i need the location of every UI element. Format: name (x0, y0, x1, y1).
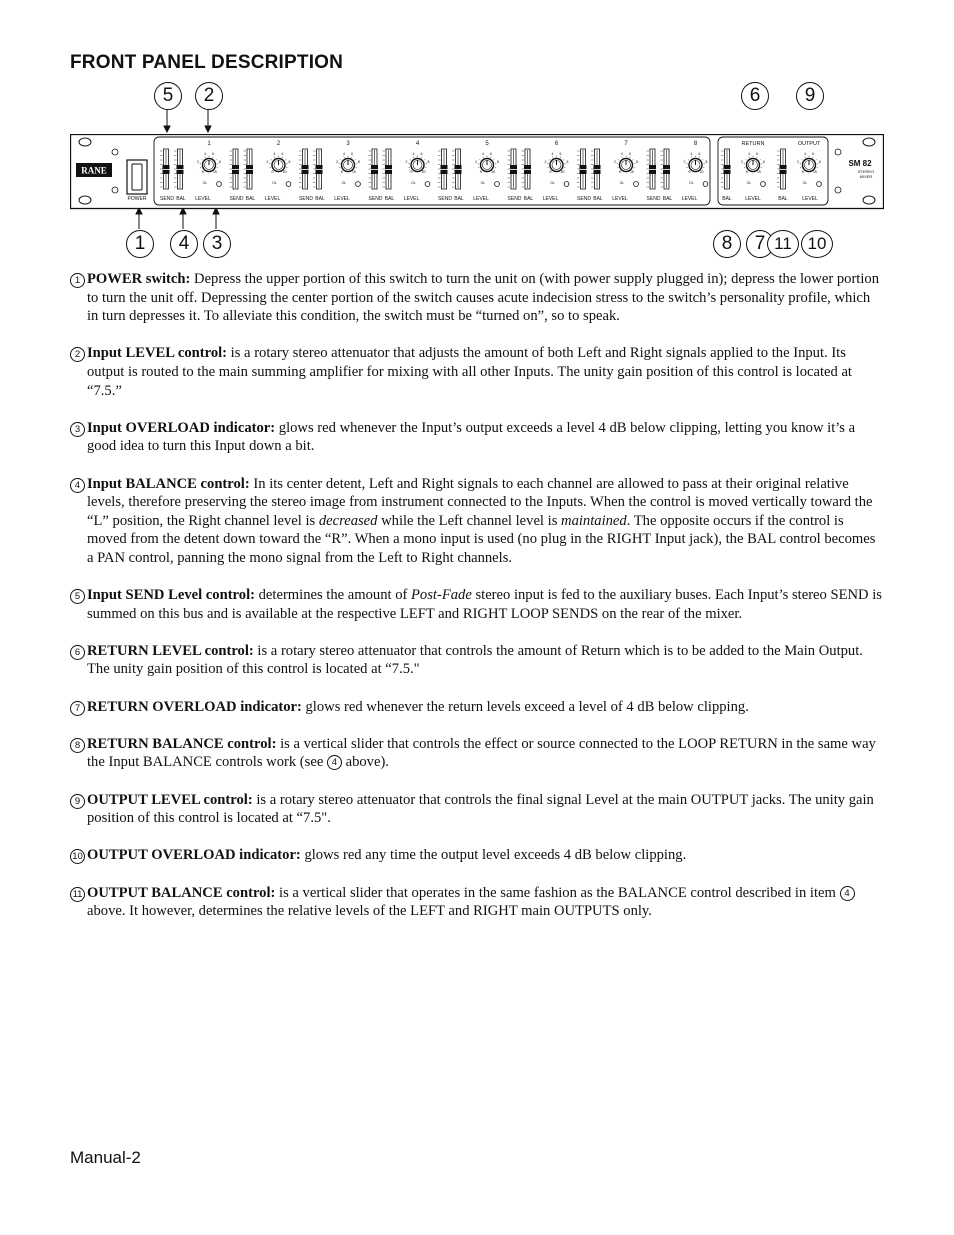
item-number: 1 (70, 273, 85, 288)
item-ref: 4 (840, 886, 855, 901)
ol-label: OL (689, 181, 694, 185)
ol-label: OL (619, 181, 625, 185)
callout-1: 1 (126, 230, 154, 258)
knob-scale-label: 0 (619, 170, 621, 174)
knob-scale-label: 2 (797, 160, 799, 164)
channel-number: 8 (693, 141, 698, 147)
send-label: SEND (438, 196, 452, 202)
overload-led-2 (286, 182, 291, 187)
knob-scale-label: 6 (212, 152, 214, 156)
ol-label: OL (746, 181, 752, 185)
item-number: 10 (70, 849, 85, 864)
item-text: Depress the upper portion of this switch to turn the unit on (with power supply plugged in); depress the lower portion to turn the unit off. Depressing the center portion of the switch causes acute indecision stress to the switch’s personality profile, which in turn depresses it. To alleviate this condition, the switch must be “turned on”, so to speak. (87, 271, 880, 325)
knob-scale-label: 6 (559, 152, 562, 156)
item-number: 2 (70, 347, 85, 362)
knob-scale-label: 0 (549, 170, 552, 174)
overload-led-1 (217, 182, 222, 187)
send-label: SEND (577, 196, 591, 202)
item-list (70, 270, 882, 939)
knob-scale-label: 4 (551, 152, 554, 156)
front-panel-diagram (70, 134, 884, 210)
model-text: SM 82 (848, 159, 872, 168)
knob-scale-label: 10 (560, 170, 565, 174)
overload-led-4 (425, 182, 430, 187)
item-text: is a rotary stereo attenuator that adjusts the amount of both Left and Right signals applied to the Input. Its output is routed to the main summing amplifier for mixing with all other Inputs. The unity gain position of this control is located at “7.5.” (87, 345, 852, 399)
knob-scale-label: 4 (343, 152, 345, 156)
knob-scale-label: 0 (410, 170, 413, 174)
knob-scale-label: 10 (630, 170, 634, 174)
overload-led-6 (564, 182, 569, 187)
power-label: POWER (127, 196, 147, 202)
item-term: OUTPUT BALANCE control: (87, 884, 276, 901)
item-text: glows red whenever the return levels exceed a level of 4 dB below clipping. (301, 698, 749, 715)
item-term: OUTPUT LEVEL control: (87, 791, 253, 808)
channel-number: 2 (276, 141, 281, 147)
knob-scale-label: 0 (688, 170, 691, 174)
item-term: OUTPUT OVERLOAD indicator: (87, 847, 301, 864)
item-3 (70, 419, 882, 456)
item-t3: . The opposite occurs if the control is moved from the detent down toward the “R”. When a mono input is used (no plug in the RIGHT Input jack), the BAL control becomes a PAN control, panning the mono signal from the Left to Right channels. (87, 512, 876, 566)
level-label: LEVEL (542, 196, 559, 202)
knob-scale-label: 2 (683, 160, 686, 164)
bal-label: BAL (523, 196, 534, 202)
item-text: is a rotary stereo attenuator that controls the amount of Return which is to be added to the Main Output. The unity gain position of this control is located at “7.5." (87, 642, 863, 678)
knob-scale-label: 8 (819, 160, 821, 164)
return-bal-label: BAL (722, 196, 732, 202)
knob-scale-label: 4 (482, 152, 484, 156)
level-label: LEVEL (264, 196, 281, 202)
knob-scale-label: 8 (763, 160, 765, 164)
send-label: SEND (229, 196, 244, 202)
knob-scale-label: 8 (636, 160, 638, 164)
knob-scale-label: 2 (266, 160, 269, 164)
item-term: Input LEVEL control: (87, 345, 228, 362)
item-t2: while the Left channel level is (377, 512, 562, 529)
item-term: POWER switch: (87, 271, 191, 287)
knob-scale-label: 2 (475, 160, 477, 164)
knob-scale-label: 4 (621, 152, 623, 156)
knob-scale-label: 4 (748, 152, 750, 156)
knob-scale-label: 8 (705, 160, 708, 164)
output-bal-label: BAL (778, 196, 788, 202)
knob-scale-label: 6 (351, 152, 353, 156)
ol-label: OL (202, 181, 208, 185)
send-label: SEND (646, 196, 661, 202)
overload-led-7 (634, 182, 639, 187)
bal-label: BAL (454, 196, 464, 202)
ol-label: OL (272, 181, 277, 185)
item-term: RETURN OVERLOAD indicator: (87, 698, 302, 715)
send-label: SEND (368, 196, 383, 202)
level-label: LEVEL (612, 196, 628, 202)
item-t2: above). (341, 754, 389, 771)
knob-scale-label: 8 (497, 160, 499, 164)
item-number: 4 (70, 478, 85, 493)
callout-8: 8 (713, 230, 741, 258)
knob-scale-label: 6 (420, 152, 423, 156)
send-label: SEND (299, 196, 313, 202)
channel-number: 1 (207, 141, 211, 147)
item-t1: determines the amount of (254, 587, 412, 604)
item-7 (70, 698, 882, 717)
item-2 (70, 344, 882, 400)
page-footer: Manual-2 (70, 1148, 141, 1167)
return-level-label: LEVEL (745, 196, 761, 202)
knob-scale-label: 10 (813, 170, 817, 174)
level-label: LEVEL (334, 196, 350, 202)
item-number: 11 (70, 887, 85, 902)
callout-2: 2 (195, 82, 223, 110)
callout-7: 7 (746, 230, 774, 258)
overload-led-3 (356, 182, 361, 187)
knob-scale-label: 6 (629, 152, 631, 156)
callout-3: 3 (203, 230, 231, 258)
item-term: Input BALANCE control: (87, 475, 250, 492)
item-term: RETURN LEVEL control: (87, 642, 254, 659)
item-number: 8 (70, 738, 85, 753)
item-4 (70, 475, 882, 568)
callout-10: 10 (801, 230, 833, 258)
item-9 (70, 791, 882, 828)
bal-label: BAL (245, 196, 256, 202)
knob-scale-label: 4 (690, 152, 693, 156)
item-term: Input SEND Level control: (87, 587, 255, 604)
return-overload-led (761, 182, 766, 187)
knob-scale-label: 0 (802, 170, 804, 174)
knob-scale-label: 6 (281, 152, 284, 156)
item-6 (70, 642, 882, 679)
item-5 (70, 586, 882, 623)
knob-scale-label: 8 (427, 160, 430, 164)
ol-label: OL (480, 181, 486, 185)
knob-scale-label: 0 (480, 170, 482, 174)
item-em2: maintained (561, 512, 627, 529)
level-label: LEVEL (473, 196, 489, 202)
knob-scale-label: 6 (812, 152, 814, 156)
level-label: LEVEL (681, 196, 698, 202)
item-number: 3 (70, 422, 85, 437)
knob-scale-label: 6 (490, 152, 492, 156)
item-term: RETURN BALANCE control: (87, 735, 277, 752)
callout-5: 5 (154, 82, 182, 110)
send-label: SEND (160, 196, 174, 202)
knob-scale-label: 8 (288, 160, 291, 164)
knob-scale-label: 4 (804, 152, 806, 156)
overload-led-8 (703, 182, 708, 187)
knob-scale-label: 8 (358, 160, 360, 164)
knob-scale-label: 4 (412, 152, 415, 156)
knob-scale-label: 6 (756, 152, 758, 156)
callout-4: 4 (170, 230, 198, 258)
send-label: SEND (507, 196, 522, 202)
knob-scale-label: 2 (614, 160, 616, 164)
item-11 (70, 884, 882, 921)
knob-scale-label: 4 (273, 152, 276, 156)
brand-text: RANE (81, 165, 107, 176)
item-t1: is a vertical slider that controls the effect or source connected to the LOOP RETURN in the same way the Input BALANCE controls work (see (87, 735, 876, 771)
knob-scale-label: 10 (491, 170, 495, 174)
knob-scale-label: 2 (336, 160, 338, 164)
knob-scale-label: 6 (698, 152, 701, 156)
ol-label: OL (341, 181, 347, 185)
bal-label: BAL (176, 196, 186, 202)
callout-11: 11 (767, 230, 799, 258)
item-text: is a rotary stereo attenuator that controls the final signal Level at the main OUTPUT jacks. The unity gain position of this control is located at “7.5". (87, 791, 874, 827)
level-label: LEVEL (195, 196, 211, 202)
ol-label: OL (550, 181, 555, 185)
callout-9: 9 (796, 82, 824, 110)
overload-led-5 (495, 182, 500, 187)
item-10 (70, 846, 882, 865)
output-overload-led (817, 182, 822, 187)
knob-scale-label: 10 (757, 170, 761, 174)
knob-scale-label: 2 (544, 160, 547, 164)
item-em1: Post-Fade (411, 587, 472, 604)
item-8 (70, 735, 882, 772)
page-title: FRONT PANEL DESCRIPTION (70, 52, 344, 73)
knob-scale-label: 0 (746, 170, 748, 174)
bal-label: BAL (662, 196, 673, 202)
knob-scale-label: 10 (699, 170, 704, 174)
channel-number: 5 (485, 141, 489, 147)
knob-scale-label: 10 (352, 170, 356, 174)
item-text: glows red any time the output level exceeds 4 dB below clipping. (300, 847, 687, 864)
item-ref: 4 (327, 755, 342, 770)
knob-scale-label: 0 (271, 170, 274, 174)
bal-label: BAL (315, 196, 325, 202)
knob-scale-label: 2 (405, 160, 408, 164)
channel-number: 7 (624, 141, 628, 147)
item-term: Input OVERLOAD indicator: (87, 419, 276, 436)
output-level-label: LEVEL (802, 196, 818, 202)
item-t1: is a vertical slider that operates in the same fashion as the BALANCE control described in item (275, 884, 840, 901)
channel-number: 3 (346, 141, 350, 147)
knob-scale-label: 10 (421, 170, 426, 174)
knob-scale-label: 4 (204, 152, 206, 156)
item-number: 9 (70, 794, 85, 809)
knob-scale-label: 0 (341, 170, 343, 174)
item-t2: above. It however, determines the relative levels of the LEFT and RIGHT main OUTPUTS only. (87, 903, 652, 920)
bal-label: BAL (593, 196, 603, 202)
knob-scale-label: 10 (282, 170, 287, 174)
model-sub1: STEREO (857, 169, 875, 174)
callout-6: 6 (741, 82, 769, 110)
output-label: OUTPUT (797, 141, 821, 147)
item-t1: In its center detent, Left and Right signals to each channel are allowed to pass at their original relative levels, therefore preserving the stereo image from instrument connected to the Inputs. When the control is moved vertically toward the “L” position, the Right channel level is (87, 475, 873, 529)
knob-scale-label: 2 (197, 160, 199, 164)
ol-label: OL (411, 181, 416, 185)
item-number: 7 (70, 701, 85, 716)
item-number: 5 (70, 589, 85, 604)
channel-number: 4 (415, 141, 420, 147)
knob-scale-label: 0 (202, 170, 204, 174)
bal-label: BAL (384, 196, 395, 202)
item-t2: stereo input is fed to the auxiliary buses. Each Input’s stereo SEND is summed on this bus and is available at the respective LEFT and RIGHT LOOP SENDS on the rear of the mixer. (87, 587, 882, 622)
knob-scale-label: 2 (741, 160, 743, 164)
item-number: 6 (70, 645, 85, 660)
item-text: glows red whenever the Input’s output exceeds a level 4 dB below clipping, letting you know it’s a good idea to turn this Input down a bit. (87, 419, 856, 455)
channel-number: 6 (554, 141, 559, 147)
return-label: RETURN (741, 141, 765, 147)
item-em1: decreased (318, 512, 378, 529)
knob-scale-label: 10 (213, 170, 217, 174)
ol-label: OL (802, 181, 808, 185)
item-1 (70, 270, 882, 326)
model-sub2: MIXER (859, 174, 873, 179)
knob-scale-label: 8 (566, 160, 569, 164)
knob-scale-label: 8 (219, 160, 221, 164)
level-label: LEVEL (403, 196, 420, 202)
